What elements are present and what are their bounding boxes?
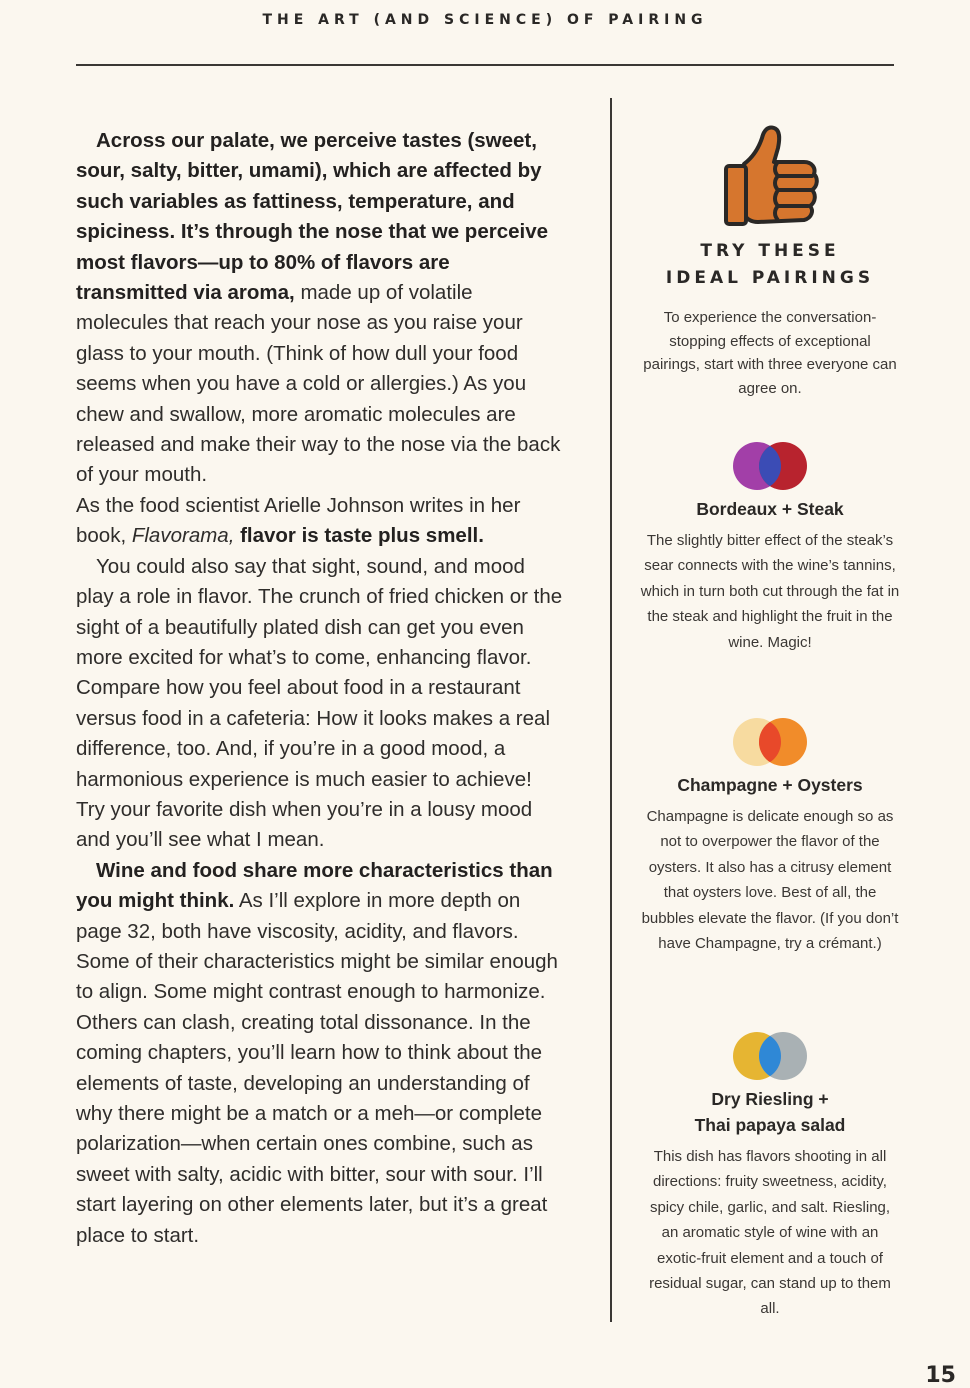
paragraph-1-lead: Across our palate, we perceive tastes (sweet, sour, salty, bitter, umami), which are affected by such variables as fattiness, temperature, and spiciness. It’s through the nose that we perceive most flavors—up to 80% of flavors are transmitted via aroma, [76,129,549,305]
thumbs-up-icon [718,120,822,230]
pairing-name-line-1: Dry Riesling + [711,1089,829,1109]
pairing-bordeaux-steak [640,440,900,655]
main-text-column [76,126,564,1251]
paragraph-2-body: As the food scientist Arielle Johnson writes in her book, [76,493,521,548]
pairing-champagne-oysters [640,716,900,956]
paragraph-2-emphasis: flavor is taste plus smell. [234,524,484,548]
sidebar-title-line-2: IDEAL PAIRINGS [665,268,875,288]
paragraph-4 [76,856,564,1251]
pairing-riesling-papaya [640,1030,900,1322]
overlapping-circles-icon [728,1030,812,1082]
header-divider [76,64,894,66]
paragraph-1 [76,126,564,491]
column-divider [610,98,612,1322]
pairing-description: Champagne is delicate enough so as not to overpower the flavor of the oysters. It also has a citrusy element that oysters love. Best of all, the bubbles elevate the flavor. (If you don’t have Champagne, try a crémant.) [641,808,899,953]
overlapping-circles-icon [728,716,812,768]
pairing-description: The slightly bitter effect of the steak’s sear connects with the wine’s tannins, which in turn both cut through the fat in the steak and highlight the fruit in the wine. Magic! [640,532,900,651]
pairing-description: This dish has flavors shooting in all directions: fruity sweetness, acidity, spicy chile, garlic, and salt. Riesling, an aromatic style of wine with an exotic-fruit element and a touch of residual sugar, can stand up to them all. [649,1148,891,1318]
sidebar-intro: To experience the conversation-stopping effects of exceptional pairings, start with three everyone can agree on. [643,309,897,397]
pairing-name: Bordeaux + Steak [696,499,844,519]
page-number: 15 [925,1363,956,1388]
paragraph-1-body: made up of volatile molecules that reach your nose as you raise your glass to your mouth. (Think of how dull your food seems when you have a cold or allergies.) As you chew and swallow, more aromatic molecules are released and make their way to the nose via the back of your mouth. [76,281,561,487]
paragraph-3: You could also say that sight, sound, and mood play a role in flavor. The crunch of fried chicken or the sight of a beautifully plated dish can get you even more excited for what’s to come, enhancing flavor. Compare how you feel about food in a restaurant versus food in a cafeteria: How it looks makes a real difference, too. And, if you’re in a good mood, a harmonious experience is much easier to achieve! Try your favorite dish when you’re in a lousy mood and you’ll see what I mean. [76,554,563,852]
overlapping-circles-icon [728,440,812,492]
sidebar-title [640,238,900,292]
paragraph-4-lead: Wine and food share more characteristics than you might think. [76,858,553,913]
pairing-name-line-2: Thai papaya salad [694,1115,846,1135]
sidebar-title-line-1: TRY THESE [700,241,840,261]
pairing-name [640,1086,900,1138]
paragraph-4-body: As I’ll explore in more depth on page 32, both have viscosity, acidity, and flavors. Some of their characteristics might be similar enough to align. Some might contrast enough to harmonize. Others can clash, creating total dissonance. In the coming chapters, you’ll learn how to think about the elements of taste, developing an understanding of why there might be a match or a meh—or complete polarization—when certain ones combine, such as sweet with salty, acidic with bitter, sour with sour. I’ll start layering on other elements later, but it’s a great place to start. [76,889,558,1247]
pairing-name: Champagne + Oysters [677,775,863,795]
sidebar-ideal-pairings [640,120,900,1318]
paragraph-2 [76,491,564,552]
running-title: THE ART (AND SCIENCE) OF PAIRING [262,12,708,28]
book-title: Flavorama, [131,524,235,548]
